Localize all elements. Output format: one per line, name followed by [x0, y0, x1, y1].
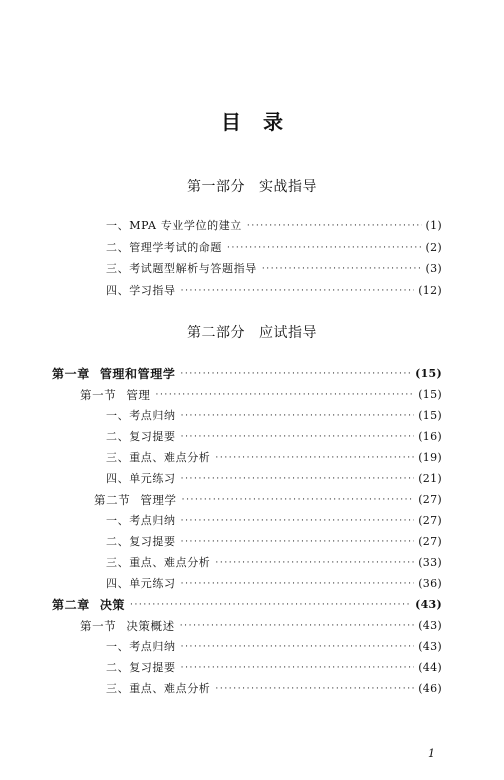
toc-entry-page: (15) — [418, 409, 442, 422]
toc-entry-page: (36) — [418, 577, 442, 590]
toc-entry-page: (15) — [418, 388, 442, 401]
dot-leader — [181, 658, 415, 678]
toc-chapter-1[interactable] — [52, 364, 442, 384]
part-heading-2-title: 应试指导 — [259, 325, 317, 341]
toc-entry-page: (43) — [418, 640, 442, 653]
toc-entry-mpa-degree[interactable] — [106, 216, 442, 236]
dot-leader — [215, 448, 414, 468]
page-title: 目录 — [221, 110, 305, 134]
chapter-number: 第二章 — [52, 598, 90, 612]
toc-entry-label: 二、管理学考试的命题 — [106, 241, 222, 254]
dot-leader — [181, 406, 415, 426]
dot-leader — [181, 574, 415, 594]
toc-entry-page: (27) — [418, 493, 442, 506]
dot-leader — [215, 679, 414, 699]
toc-entry-page: (33) — [418, 556, 442, 569]
toc-chapter-label — [52, 364, 175, 384]
toc-entry-page: (46) — [418, 682, 442, 695]
toc-entry-page: (3) — [425, 262, 442, 275]
dot-leader — [262, 259, 422, 279]
dot-leader — [215, 553, 414, 573]
section-title: 决策概述 — [126, 619, 175, 633]
toc-entry-question-types[interactable] — [106, 259, 442, 279]
toc-entry-1-2-1[interactable] — [106, 511, 442, 531]
dot-leader — [156, 385, 415, 405]
toc-entry-2-1-1[interactable] — [106, 637, 442, 657]
toc-entry-page: (27) — [418, 514, 442, 527]
dot-leader — [182, 490, 415, 510]
toc-section-1-2[interactable] — [94, 490, 442, 510]
toc-entry-2-1-2[interactable] — [106, 658, 442, 678]
toc-entry-1-1-4[interactable] — [106, 469, 442, 489]
toc-entry-page: (27) — [418, 535, 442, 548]
toc-entry-page: (1) — [425, 219, 442, 232]
toc-entry-2-1-3[interactable] — [106, 679, 442, 699]
toc-section-1-1[interactable] — [80, 385, 442, 405]
part-heading-1-title: 实战指导 — [259, 179, 317, 195]
section-title: 管理学 — [140, 493, 177, 507]
toc-chapter-label — [52, 595, 125, 615]
toc-entry-page: (2) — [425, 241, 442, 254]
toc-section-label — [94, 490, 177, 510]
page-number: 1 — [428, 747, 435, 760]
toc-entry-1-2-3[interactable] — [106, 553, 442, 573]
toc-section-2-1[interactable] — [80, 616, 442, 636]
toc-entry-label: 二、复习提要 — [106, 661, 176, 674]
section-number: 第一节 — [80, 388, 117, 402]
dot-leader — [130, 595, 411, 615]
section-number: 第一节 — [80, 619, 117, 633]
section-title: 管理 — [126, 388, 151, 402]
section-number: 第二节 — [94, 493, 131, 507]
toc-entry-page: (15) — [415, 367, 442, 380]
toc-section-label — [80, 385, 151, 405]
part-heading-1 — [0, 176, 504, 196]
toc-entry-label: 三、考试题型解析与答题指导 — [106, 262, 257, 275]
toc-entry-page: (19) — [418, 451, 442, 464]
toc-entry-label: 三、重点、难点分析 — [106, 682, 211, 695]
dot-leader — [181, 469, 415, 489]
dot-leader — [181, 532, 415, 552]
toc-chapter-2[interactable] — [52, 595, 442, 615]
toc-entry-label: 一、考点归纳 — [106, 640, 176, 653]
toc-entry-study-guide[interactable] — [106, 281, 442, 301]
toc-entry-1-2-4[interactable] — [106, 574, 442, 594]
dot-leader — [247, 216, 422, 236]
chapter-title: 决策 — [99, 598, 126, 612]
dot-leader — [181, 281, 415, 301]
toc-entry-label: 四、单元练习 — [106, 472, 176, 485]
toc-entry-exam-proposition[interactable] — [106, 238, 442, 258]
part-heading-1-number: 第一部分 — [187, 179, 245, 195]
toc-entry-1-1-1[interactable] — [106, 406, 442, 426]
toc-entry-page: (43) — [415, 598, 442, 611]
chapter-title: 管理和管理学 — [99, 367, 176, 381]
toc-entry-page: (16) — [418, 430, 442, 443]
dot-leader — [181, 637, 415, 657]
toc-entry-page: (43) — [418, 619, 442, 632]
toc-entry-page: (44) — [418, 661, 442, 674]
dot-leader — [227, 238, 422, 258]
chapter-number: 第一章 — [52, 367, 90, 381]
toc-entry-label: 一、考点归纳 — [106, 514, 176, 527]
toc-entry-label: 一、考点归纳 — [106, 409, 176, 422]
dot-leader — [180, 364, 411, 384]
toc-entry-1-1-2[interactable] — [106, 427, 442, 447]
dot-leader — [181, 511, 415, 531]
toc-entry-1-2-2[interactable] — [106, 532, 442, 552]
toc-entry-label: 四、单元练习 — [106, 577, 176, 590]
toc-entry-page: (12) — [418, 284, 442, 297]
toc-entry-page: (21) — [418, 472, 442, 485]
toc-entry-label: 四、学习指导 — [106, 284, 176, 297]
toc-entry-label: 一、MPA 专业学位的建立 — [106, 219, 242, 232]
toc-entry-label: 二、复习提要 — [106, 535, 176, 548]
toc-entry-label: 二、复习提要 — [106, 430, 176, 443]
toc-entry-label: 三、重点、难点分析 — [106, 556, 211, 569]
toc-entry-1-1-3[interactable] — [106, 448, 442, 468]
dot-leader — [181, 427, 415, 447]
dot-leader — [180, 616, 415, 636]
toc-entry-label: 三、重点、难点分析 — [106, 451, 211, 464]
part-heading-2-number: 第二部分 — [187, 325, 245, 341]
toc-section-label — [80, 616, 175, 636]
part-heading-2 — [0, 322, 504, 342]
